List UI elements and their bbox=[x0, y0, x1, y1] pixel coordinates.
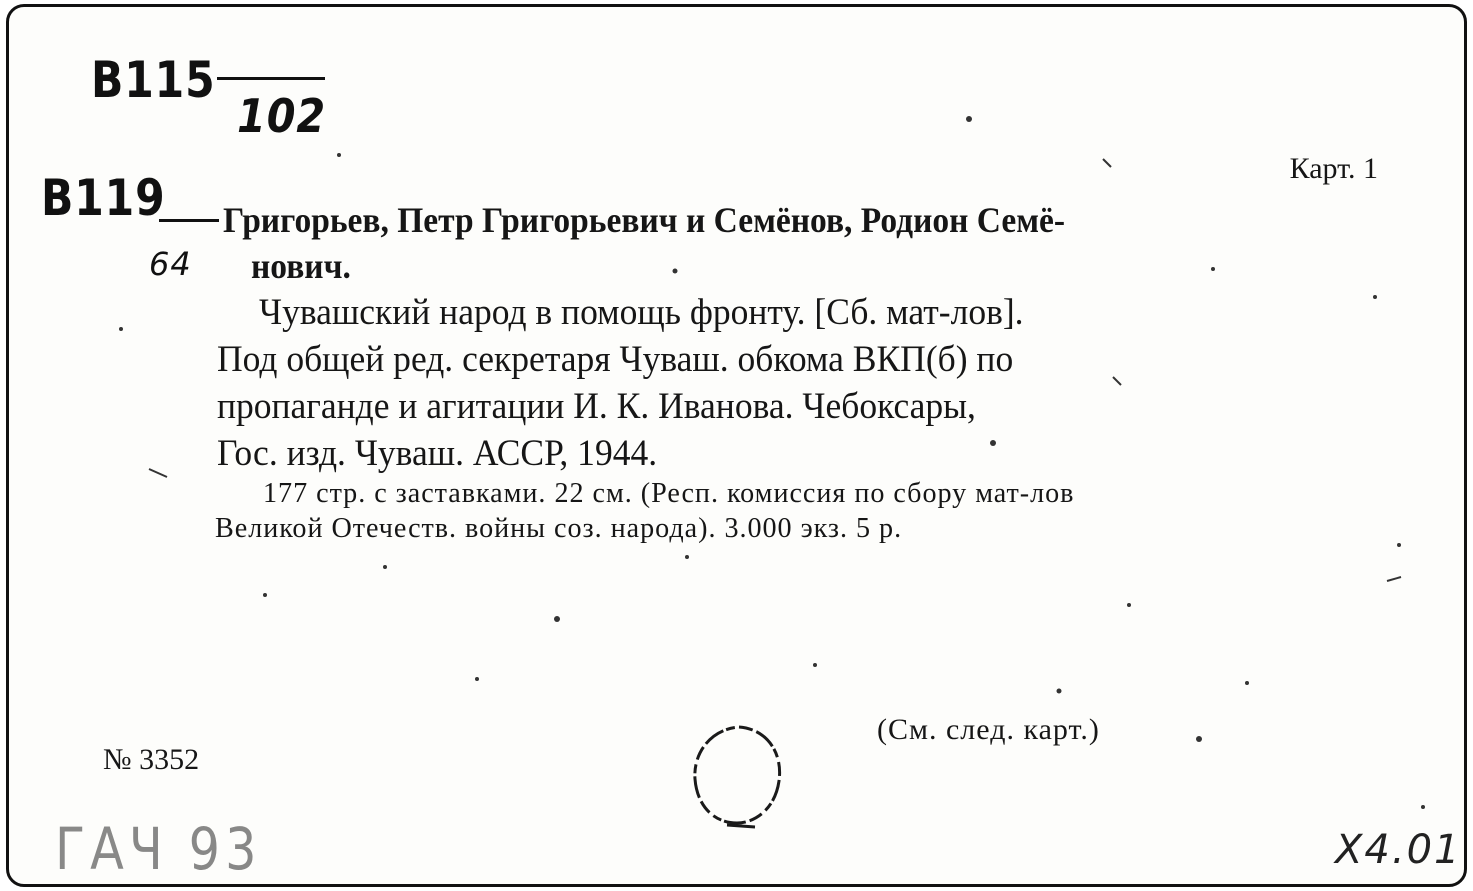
call-number-secondary-denominator: 64 bbox=[149, 245, 192, 283]
hole-punch-mark bbox=[685, 719, 795, 835]
author-heading-continued: нович. bbox=[251, 246, 351, 286]
call-number-fraction-line bbox=[217, 77, 325, 80]
title-line: пропаганде и агитации И. К. Иванова. Чебоксары, bbox=[217, 386, 976, 427]
handwritten-code: Х4.01 bbox=[1335, 827, 1462, 873]
call-number-arrow bbox=[159, 219, 219, 222]
description-line: 177 стр. с заставками. 22 см. (Респ. комиссия по сбору мат-лов bbox=[263, 477, 1075, 509]
call-number-primary-denominator: 102 bbox=[237, 89, 327, 143]
see-next-card-note: (См. след. карт.) bbox=[877, 713, 1100, 746]
call-number-secondary: В119 bbox=[41, 169, 166, 227]
card-number: Карт. 1 bbox=[1289, 152, 1378, 185]
title-line: Гос. изд. Чуваш. АССР, 1944. bbox=[217, 433, 658, 474]
inventory-number: № 3352 bbox=[103, 743, 200, 776]
archive-stamp: ГАЧ 93 bbox=[55, 815, 262, 883]
call-number-primary: В115 bbox=[91, 51, 216, 109]
title-line: Под общей ред. секретаря Чуваш. обкома ВКП(б) по bbox=[217, 339, 1014, 380]
author-heading: Григорьев, Петр Григорьевич и Семёнов, Родион Семё- bbox=[223, 200, 1066, 240]
title-line: Чувашский народ в помощь фронту. [Сб. мат-лов]. bbox=[259, 292, 1024, 333]
catalog-card bbox=[6, 4, 1467, 887]
description-line: Великой Отечеств. войны соз. народа). 3.000 экз. 5 р. bbox=[215, 512, 903, 544]
